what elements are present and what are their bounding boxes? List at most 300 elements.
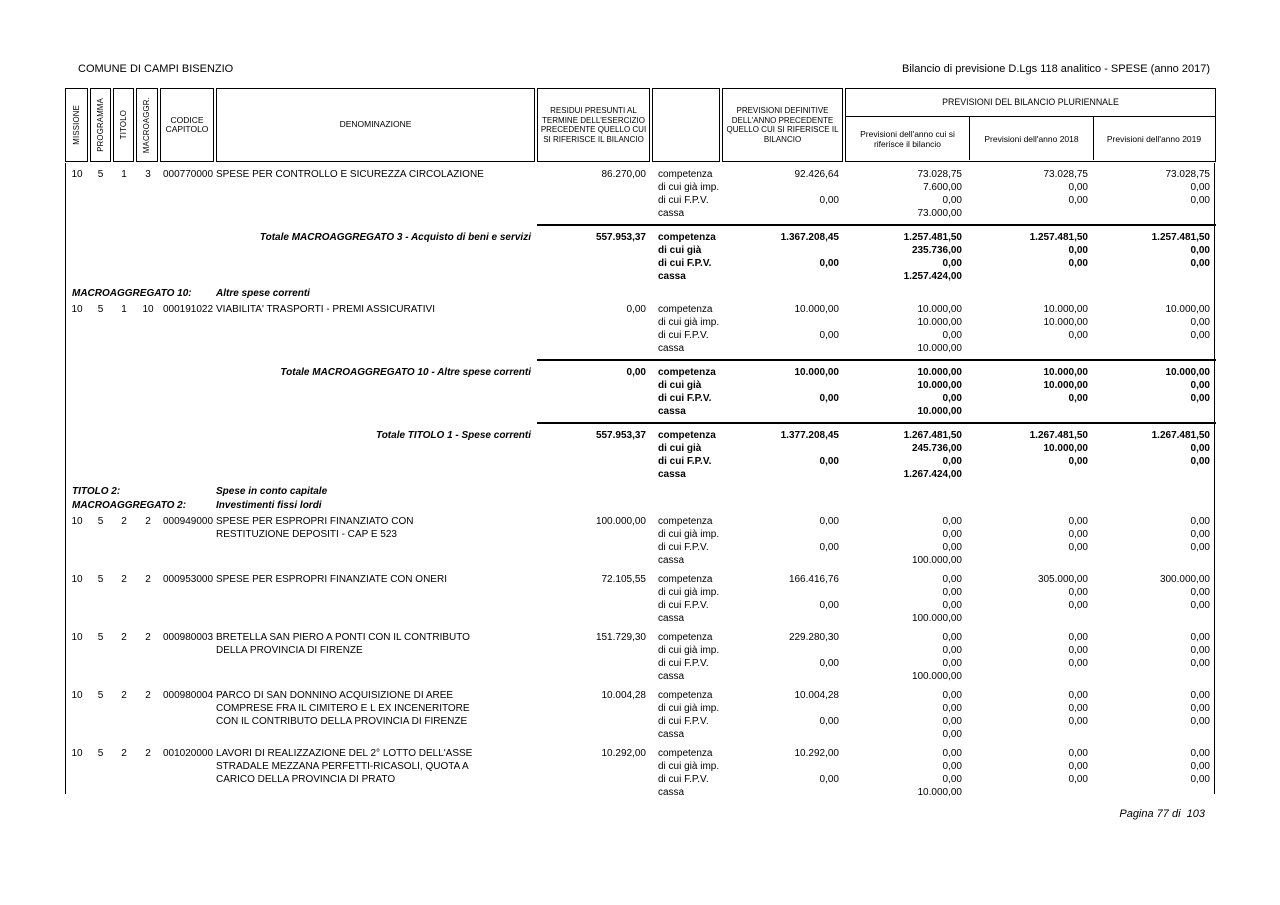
cell-value: 10.000,00 xyxy=(917,343,962,354)
cell-value: 1.267.481,50 xyxy=(1029,430,1088,441)
cell-programma: 5 xyxy=(97,169,104,180)
cell-value xyxy=(968,468,1088,481)
cell-value: 0,00 xyxy=(1068,245,1088,256)
cell-anno-2018 xyxy=(968,689,1094,741)
row-line-labels xyxy=(652,573,722,625)
total-row xyxy=(65,364,1216,418)
section-description: Investimenti fissi lordi xyxy=(216,500,322,511)
cell-value: 0,00 xyxy=(942,645,962,656)
cell-value: 0,00 xyxy=(1068,658,1088,669)
cell-anno-2018 xyxy=(968,168,1094,220)
cell-value: 0,00 xyxy=(1190,529,1210,540)
cell-value xyxy=(722,442,839,455)
cell-titolo: 2 xyxy=(121,690,127,701)
table-body xyxy=(65,163,1216,803)
cell-value xyxy=(722,612,839,625)
cell-value: 1.267.481,50 xyxy=(903,430,962,441)
cell-macroaggr: 3 xyxy=(145,169,151,180)
table-row xyxy=(65,166,1216,220)
cell-value: 0,00 xyxy=(819,600,839,611)
cell-value: 0,00 xyxy=(1190,330,1210,341)
header-anno-2019: Previsioni dell'anno 2019 xyxy=(1106,133,1202,144)
header-titolo: TITOLO xyxy=(113,88,134,162)
total-row xyxy=(65,229,1216,283)
cell-value xyxy=(968,612,1088,625)
row-line-label: cassa xyxy=(658,787,685,798)
cell-value: 0,00 xyxy=(819,774,839,785)
row-line-label: competenza xyxy=(658,367,716,378)
page-title: COMUNE DI CAMPI BISENZIO xyxy=(78,63,234,75)
row-line-label: di cui già imp. xyxy=(658,645,720,656)
cell-value: 10.000,00 xyxy=(917,380,962,391)
cell-value: 73.028,75 xyxy=(1165,169,1210,180)
header-macroaggr: MACROAGGR. xyxy=(136,88,158,162)
cell-value xyxy=(1094,468,1210,481)
cell-value: 0,00 xyxy=(1190,600,1210,611)
cell-denominazione: VIABILITA' TRASPORTI - PREMI ASSICURATIVI xyxy=(216,304,435,315)
cell-value xyxy=(722,728,839,741)
cell-value xyxy=(722,786,839,799)
cell-value: 10.000,00 xyxy=(917,406,962,417)
section-code-label: MACROAGGREGATO 2: xyxy=(72,500,187,511)
header-previsioni-definitive: PREVISIONI DEFINITIVE DELL'ANNO PRECEDENTE QUELLO CUI SI RIFERISCE IL BILANCIO xyxy=(722,88,843,162)
cell-value: 10.000,00 xyxy=(917,317,962,328)
cell-value: 0,00 xyxy=(942,195,962,206)
header-codice-capitolo: CODICE CAPITOLO xyxy=(160,88,214,162)
cell-value: 1.257.481,50 xyxy=(1151,232,1210,243)
cell-value: 1.257.481,50 xyxy=(903,232,962,243)
row-line-label: competenza xyxy=(658,632,713,643)
header-pluriennale-group xyxy=(845,88,1216,162)
row-line-label: di cui già imp. xyxy=(658,317,720,328)
row-line-label: competenza xyxy=(658,574,713,585)
cell-value: 10.000,00 xyxy=(1043,304,1088,315)
cell-value: 0,00 xyxy=(1068,393,1088,404)
cell-anno-riferimento xyxy=(845,429,968,481)
table-row xyxy=(65,629,1216,683)
cell-anno-2019 xyxy=(1094,303,1216,355)
cell-anno-riferimento xyxy=(845,303,968,355)
header-residui: RESIDUI PRESUNTI AL TERMINE DELL'ESERCIZIO PRECEDENTE QUELLO CUI SI RIFERISCE IL BILANCIO xyxy=(537,88,650,162)
table-row xyxy=(65,513,1216,567)
cell-value xyxy=(722,181,839,194)
cell-codice-capitolo: 000953000 xyxy=(163,574,214,585)
cell-denominazione: SPESE PER CONTROLLO E SICUREZZA CIRCOLAZIONE xyxy=(216,169,484,180)
cell-value xyxy=(722,528,839,541)
cell-value: 0,00 xyxy=(819,716,839,727)
cell-value xyxy=(968,670,1088,683)
row-line-labels xyxy=(652,366,722,418)
cell-value: 10.000,00 xyxy=(917,787,962,798)
cell-value: 0,00 xyxy=(942,587,962,598)
cell-anno-2019 xyxy=(1094,631,1216,683)
cell-codice-capitolo: 001020000 xyxy=(163,748,214,759)
cell-value: 0,00 xyxy=(1190,443,1210,454)
cell-value: 0,00 xyxy=(1190,380,1210,391)
cell-value: 0,00 xyxy=(1068,195,1088,206)
row-line-label: cassa xyxy=(658,555,685,566)
row-line-labels xyxy=(652,631,722,683)
row-line-label: cassa xyxy=(658,208,685,219)
cell-macroaggr: 2 xyxy=(145,748,151,759)
cell-value: 0,00 xyxy=(819,393,839,404)
cell-missione: 10 xyxy=(71,169,83,180)
cell-value xyxy=(722,342,839,355)
cell-titolo: 2 xyxy=(121,748,127,759)
cell-value: 7.600,00 xyxy=(923,182,962,193)
cell-value: 73.000,00 xyxy=(917,208,962,219)
row-line-labels xyxy=(652,747,722,799)
cell-value: 305.000,00 xyxy=(1037,574,1088,585)
cell-value: 0,00 xyxy=(1068,529,1088,540)
table-row xyxy=(65,745,1216,799)
row-line-label: di cui F.P.V. xyxy=(658,393,712,404)
row-line-label: di cui già imp. xyxy=(658,587,720,598)
header-pluriennale: PREVISIONI DEL BILANCIO PLURIENNALE xyxy=(846,89,1215,117)
cell-value xyxy=(1094,786,1210,799)
section-description: Altre spese correnti xyxy=(216,288,310,299)
cell-value: 0,00 xyxy=(1190,645,1210,656)
cell-codice-capitolo: 000980004 xyxy=(163,690,214,701)
row-line-label: competenza xyxy=(658,232,716,243)
cell-value: 0,00 xyxy=(1068,703,1088,714)
row-line-label: cassa xyxy=(658,729,685,740)
cell-value: 0,00 xyxy=(1190,542,1210,553)
cell-value: 0,00 xyxy=(942,690,962,701)
row-line-label: di cui F.P.V. xyxy=(658,258,712,269)
row-line-label: di cui già imp. xyxy=(658,703,720,714)
cell-value: 0,00 xyxy=(1068,258,1088,269)
cell-value: 0,00 xyxy=(942,774,962,785)
cell-anno-2019 xyxy=(1094,689,1216,741)
cell-value xyxy=(968,728,1088,741)
cell-anno-riferimento xyxy=(845,231,968,283)
cell-value: 0,00 xyxy=(819,456,839,467)
cell-missione: 10 xyxy=(71,304,83,315)
row-line-label: cassa xyxy=(658,469,686,480)
cell-anno-2018 xyxy=(968,747,1094,799)
row-line-label: competenza xyxy=(658,169,713,180)
cell-value: 10.000,00 xyxy=(917,304,962,315)
row-line-label: di cui F.P.V. xyxy=(658,456,712,467)
cell-value: 0,00 xyxy=(1190,774,1210,785)
total-row-label: Totale MACROAGGREGATO 10 - Altre spese correnti xyxy=(280,367,531,378)
cell-value: 0,00 xyxy=(1190,632,1210,643)
cell-anno-riferimento xyxy=(845,573,968,625)
cell-residui: 151.729,30 xyxy=(595,632,646,643)
row-line-label: competenza xyxy=(658,748,713,759)
cell-value: 0,00 xyxy=(1190,456,1210,467)
section-code-label: TITOLO 2: xyxy=(72,486,121,497)
cell-value: 0,00 xyxy=(942,330,962,341)
cell-programma: 5 xyxy=(97,516,104,527)
cell-value: 100.000,00 xyxy=(911,671,962,682)
cell-value: 245.736,00 xyxy=(911,443,962,454)
cell-residui: 10.292,00 xyxy=(601,748,646,759)
cell-previsioni-definitive xyxy=(722,168,845,220)
cell-anno-riferimento xyxy=(845,515,968,567)
cell-missione: 10 xyxy=(71,690,83,701)
section-row xyxy=(65,287,1216,301)
cell-value: 0,00 xyxy=(942,529,962,540)
total-row-label: Totale TITOLO 1 - Spese correnti xyxy=(375,430,531,441)
cell-programma: 5 xyxy=(97,748,104,759)
cell-value: 0,00 xyxy=(819,195,839,206)
cell-value: 0,00 xyxy=(1190,245,1210,256)
section-row xyxy=(65,499,1216,513)
cell-value: 0,00 xyxy=(1190,690,1210,701)
row-line-labels xyxy=(652,168,722,220)
cell-value: 10.000,00 xyxy=(1043,443,1088,454)
cell-value: 1.267.481,50 xyxy=(1151,430,1210,441)
row-line-labels xyxy=(652,429,722,481)
row-line-label: cassa xyxy=(658,613,685,624)
cell-value: 10.000,00 xyxy=(1043,317,1088,328)
cell-value: 0,00 xyxy=(942,393,962,404)
cell-value: 0,00 xyxy=(1190,761,1210,772)
cell-macroaggr: 2 xyxy=(145,632,151,643)
cell-residui: 557.953,37 xyxy=(595,232,646,243)
cell-residui: 100.000,00 xyxy=(595,516,646,527)
cell-anno-2019 xyxy=(1094,366,1216,418)
cell-titolo: 2 xyxy=(121,574,127,585)
cell-previsioni-definitive xyxy=(722,515,845,567)
cell-macroaggr: 2 xyxy=(145,574,151,585)
cell-value: 0,00 xyxy=(819,516,839,527)
cell-value: 10.000,00 xyxy=(1165,304,1210,315)
cell-value: 0,00 xyxy=(1068,542,1088,553)
cell-missione: 10 xyxy=(71,632,83,643)
cell-value: 73.028,75 xyxy=(1043,169,1088,180)
cell-value: 0,00 xyxy=(1190,516,1210,527)
cell-anno-2018 xyxy=(968,231,1094,283)
cell-value xyxy=(722,554,839,567)
cell-previsioni-definitive xyxy=(722,231,845,283)
cell-residui: 86.270,00 xyxy=(601,169,646,180)
cell-programma: 5 xyxy=(97,632,104,643)
row-line-label: di cui già imp. xyxy=(658,182,720,193)
cell-previsioni-definitive xyxy=(722,429,845,481)
cell-value xyxy=(722,270,839,283)
cell-value: 10.004,28 xyxy=(794,690,839,701)
cell-residui: 0,00 xyxy=(626,304,646,315)
cell-denominazione: PARCO DI SAN DONNINO ACQUISIZIONE DI AREE COMPRESE FRA IL CIMITERO E L EX INCENERITORE CON IL CONTRIBUTO DELLA PROVINCIA DI FIRENZE xyxy=(216,690,470,727)
cell-value xyxy=(722,586,839,599)
row-line-label: di cui F.P.V. xyxy=(658,600,709,611)
row-line-label: competenza xyxy=(658,430,716,441)
cell-anno-2018 xyxy=(968,366,1094,418)
table-header xyxy=(65,88,1216,163)
cell-value xyxy=(1094,612,1210,625)
row-line-label: cassa xyxy=(658,671,685,682)
cell-value: 229.280,30 xyxy=(788,632,839,643)
table-row xyxy=(65,571,1216,625)
cell-previsioni-definitive xyxy=(722,689,845,741)
cell-anno-2019 xyxy=(1094,515,1216,567)
cell-value: 0,00 xyxy=(1190,182,1210,193)
cell-residui: 557.953,37 xyxy=(595,430,646,441)
cell-previsioni-definitive xyxy=(722,573,845,625)
cell-value: 1.367.208,45 xyxy=(780,232,839,243)
cell-value xyxy=(1094,405,1210,418)
cell-value: 0,00 xyxy=(1190,587,1210,598)
cell-value xyxy=(1094,342,1210,355)
cell-anno-riferimento xyxy=(845,689,968,741)
cell-missione: 10 xyxy=(71,574,83,585)
cell-titolo: 2 xyxy=(121,632,127,643)
cell-macroaggr: 10 xyxy=(142,304,154,315)
cell-value: 166.416,76 xyxy=(788,574,839,585)
cell-value: 0,00 xyxy=(1068,774,1088,785)
cell-value xyxy=(722,702,839,715)
cell-value: 10.000,00 xyxy=(1043,380,1088,391)
cell-anno-2018 xyxy=(968,573,1094,625)
cell-value: 300.000,00 xyxy=(1159,574,1210,585)
row-line-label: di cui F.P.V. xyxy=(658,542,709,553)
report-title: Bilancio di previsione D.Lgs 118 analitico - SPESE (anno 2017) xyxy=(902,63,1210,75)
cell-value: 0,00 xyxy=(1068,600,1088,611)
row-line-label: di cui già xyxy=(658,245,702,256)
row-line-label: di cui già xyxy=(658,443,702,454)
cell-titolo: 2 xyxy=(121,516,127,527)
cell-anno-2019 xyxy=(1094,168,1216,220)
cell-value xyxy=(722,670,839,683)
section-code-label: MACROAGGREGATO 10: xyxy=(72,288,192,299)
cell-anno-riferimento xyxy=(845,366,968,418)
row-line-label: di cui già imp. xyxy=(658,529,720,540)
cell-value xyxy=(968,786,1088,799)
cell-value xyxy=(722,316,839,329)
cell-value: 10.000,00 xyxy=(1043,367,1088,378)
cell-value: 0,00 xyxy=(942,516,962,527)
cell-programma: 5 xyxy=(97,304,104,315)
cell-value: 0,00 xyxy=(1190,317,1210,328)
cell-value: 0,00 xyxy=(942,748,962,759)
cell-value xyxy=(968,270,1088,283)
cell-value xyxy=(722,379,839,392)
cell-value: 235.736,00 xyxy=(911,245,962,256)
header-anno-2018: Previsioni dell'anno 2018 xyxy=(969,117,1094,160)
row-line-labels xyxy=(652,515,722,567)
cell-previsioni-definitive xyxy=(722,366,845,418)
cell-denominazione: BRETELLA SAN PIERO A PONTI CON IL CONTRIBUTO DELLA PROVINCIA DI FIRENZE xyxy=(216,632,470,656)
cell-value: 0,00 xyxy=(942,658,962,669)
section-row xyxy=(65,485,1216,499)
cell-value: 1.257.424,00 xyxy=(903,271,962,282)
cell-titolo: 1 xyxy=(121,304,127,315)
cell-value: 10.000,00 xyxy=(917,367,962,378)
header-denominazione: DENOMINAZIONE xyxy=(216,88,535,162)
cell-value: 0,00 xyxy=(942,542,962,553)
cell-value: 100.000,00 xyxy=(911,555,962,566)
cell-value: 0,00 xyxy=(1190,195,1210,206)
cell-value: 0,00 xyxy=(1068,748,1088,759)
cell-codice-capitolo: 000980003 xyxy=(163,632,214,643)
cell-residui: 10.004,28 xyxy=(601,690,646,701)
cell-anno-2018 xyxy=(968,631,1094,683)
row-line-labels xyxy=(652,689,722,741)
cell-value: 0,00 xyxy=(942,703,962,714)
cell-anno-2019 xyxy=(1094,573,1216,625)
cell-value xyxy=(1094,670,1210,683)
cell-value: 0,00 xyxy=(819,542,839,553)
cell-codice-capitolo: 000949000 xyxy=(163,516,214,527)
cell-value: 0,00 xyxy=(1190,658,1210,669)
cell-macroaggr: 2 xyxy=(145,516,151,527)
cell-anno-riferimento xyxy=(845,168,968,220)
cell-value: 0,00 xyxy=(819,658,839,669)
cell-missione: 10 xyxy=(71,748,83,759)
cell-denominazione: SPESE PER ESPROPRI FINANZIATE CON ONERI xyxy=(216,574,447,585)
cell-anno-2018 xyxy=(968,515,1094,567)
row-line-labels xyxy=(652,231,722,283)
cell-value xyxy=(722,644,839,657)
row-line-labels xyxy=(652,303,722,355)
cell-anno-riferimento xyxy=(845,747,968,799)
cell-value: 10.000,00 xyxy=(794,367,839,378)
cell-value: 0,00 xyxy=(1068,587,1088,598)
total-row-label: Totale MACROAGGREGATO 3 - Acquisto di beni e servizi xyxy=(259,232,531,243)
row-line-label: di cui già xyxy=(658,380,702,391)
cell-macroaggr: 2 xyxy=(145,690,151,701)
cell-value: 0,00 xyxy=(819,258,839,269)
cell-value: 0,00 xyxy=(1068,182,1088,193)
cell-value xyxy=(722,468,839,481)
cell-anno-2019 xyxy=(1094,231,1216,283)
cell-value: 0,00 xyxy=(1068,690,1088,701)
cell-value: 0,00 xyxy=(1190,748,1210,759)
row-line-label: di cui già imp. xyxy=(658,761,720,772)
cell-value: 100.000,00 xyxy=(911,613,962,624)
cell-anno-2019 xyxy=(1094,429,1216,481)
row-line-label: cassa xyxy=(658,271,686,282)
cell-value xyxy=(968,554,1088,567)
cell-previsioni-definitive xyxy=(722,303,845,355)
cell-value: 0,00 xyxy=(942,761,962,772)
cell-value: 0,00 xyxy=(1068,632,1088,643)
cell-value xyxy=(722,405,839,418)
cell-value xyxy=(1094,554,1210,567)
header-programma: PROGRAMMA xyxy=(90,88,111,162)
cell-value xyxy=(722,207,839,220)
row-line-label: cassa xyxy=(658,343,685,354)
row-line-label: di cui F.P.V. xyxy=(658,774,709,785)
cell-value: 0,00 xyxy=(942,716,962,727)
cell-value xyxy=(722,244,839,257)
row-line-label: cassa xyxy=(658,406,686,417)
cell-value: 10.000,00 xyxy=(794,304,839,315)
cell-programma: 5 xyxy=(97,690,104,701)
cell-anno-2018 xyxy=(968,429,1094,481)
cell-value: 0,00 xyxy=(1068,456,1088,467)
cell-value: 1.377.208,45 xyxy=(780,430,839,441)
cell-value xyxy=(968,405,1088,418)
cell-value: 0,00 xyxy=(1068,761,1088,772)
cell-value: 0,00 xyxy=(942,729,962,740)
cell-codice-capitolo: 000770000 xyxy=(163,169,214,180)
section-description: Spese in conto capitale xyxy=(216,486,328,497)
cell-value: 73.028,75 xyxy=(917,169,962,180)
cell-anno-2019 xyxy=(1094,747,1216,799)
cell-missione: 10 xyxy=(71,516,83,527)
cell-previsioni-definitive xyxy=(722,747,845,799)
cell-value: 0,00 xyxy=(1068,516,1088,527)
header-anno-riferimento: Previsioni dell'anno cui si riferisce il bilancio xyxy=(860,128,955,149)
cell-value: 0,00 xyxy=(942,574,962,585)
cell-value xyxy=(968,342,1088,355)
table-row xyxy=(65,687,1216,741)
header-empty-cell xyxy=(652,88,720,162)
